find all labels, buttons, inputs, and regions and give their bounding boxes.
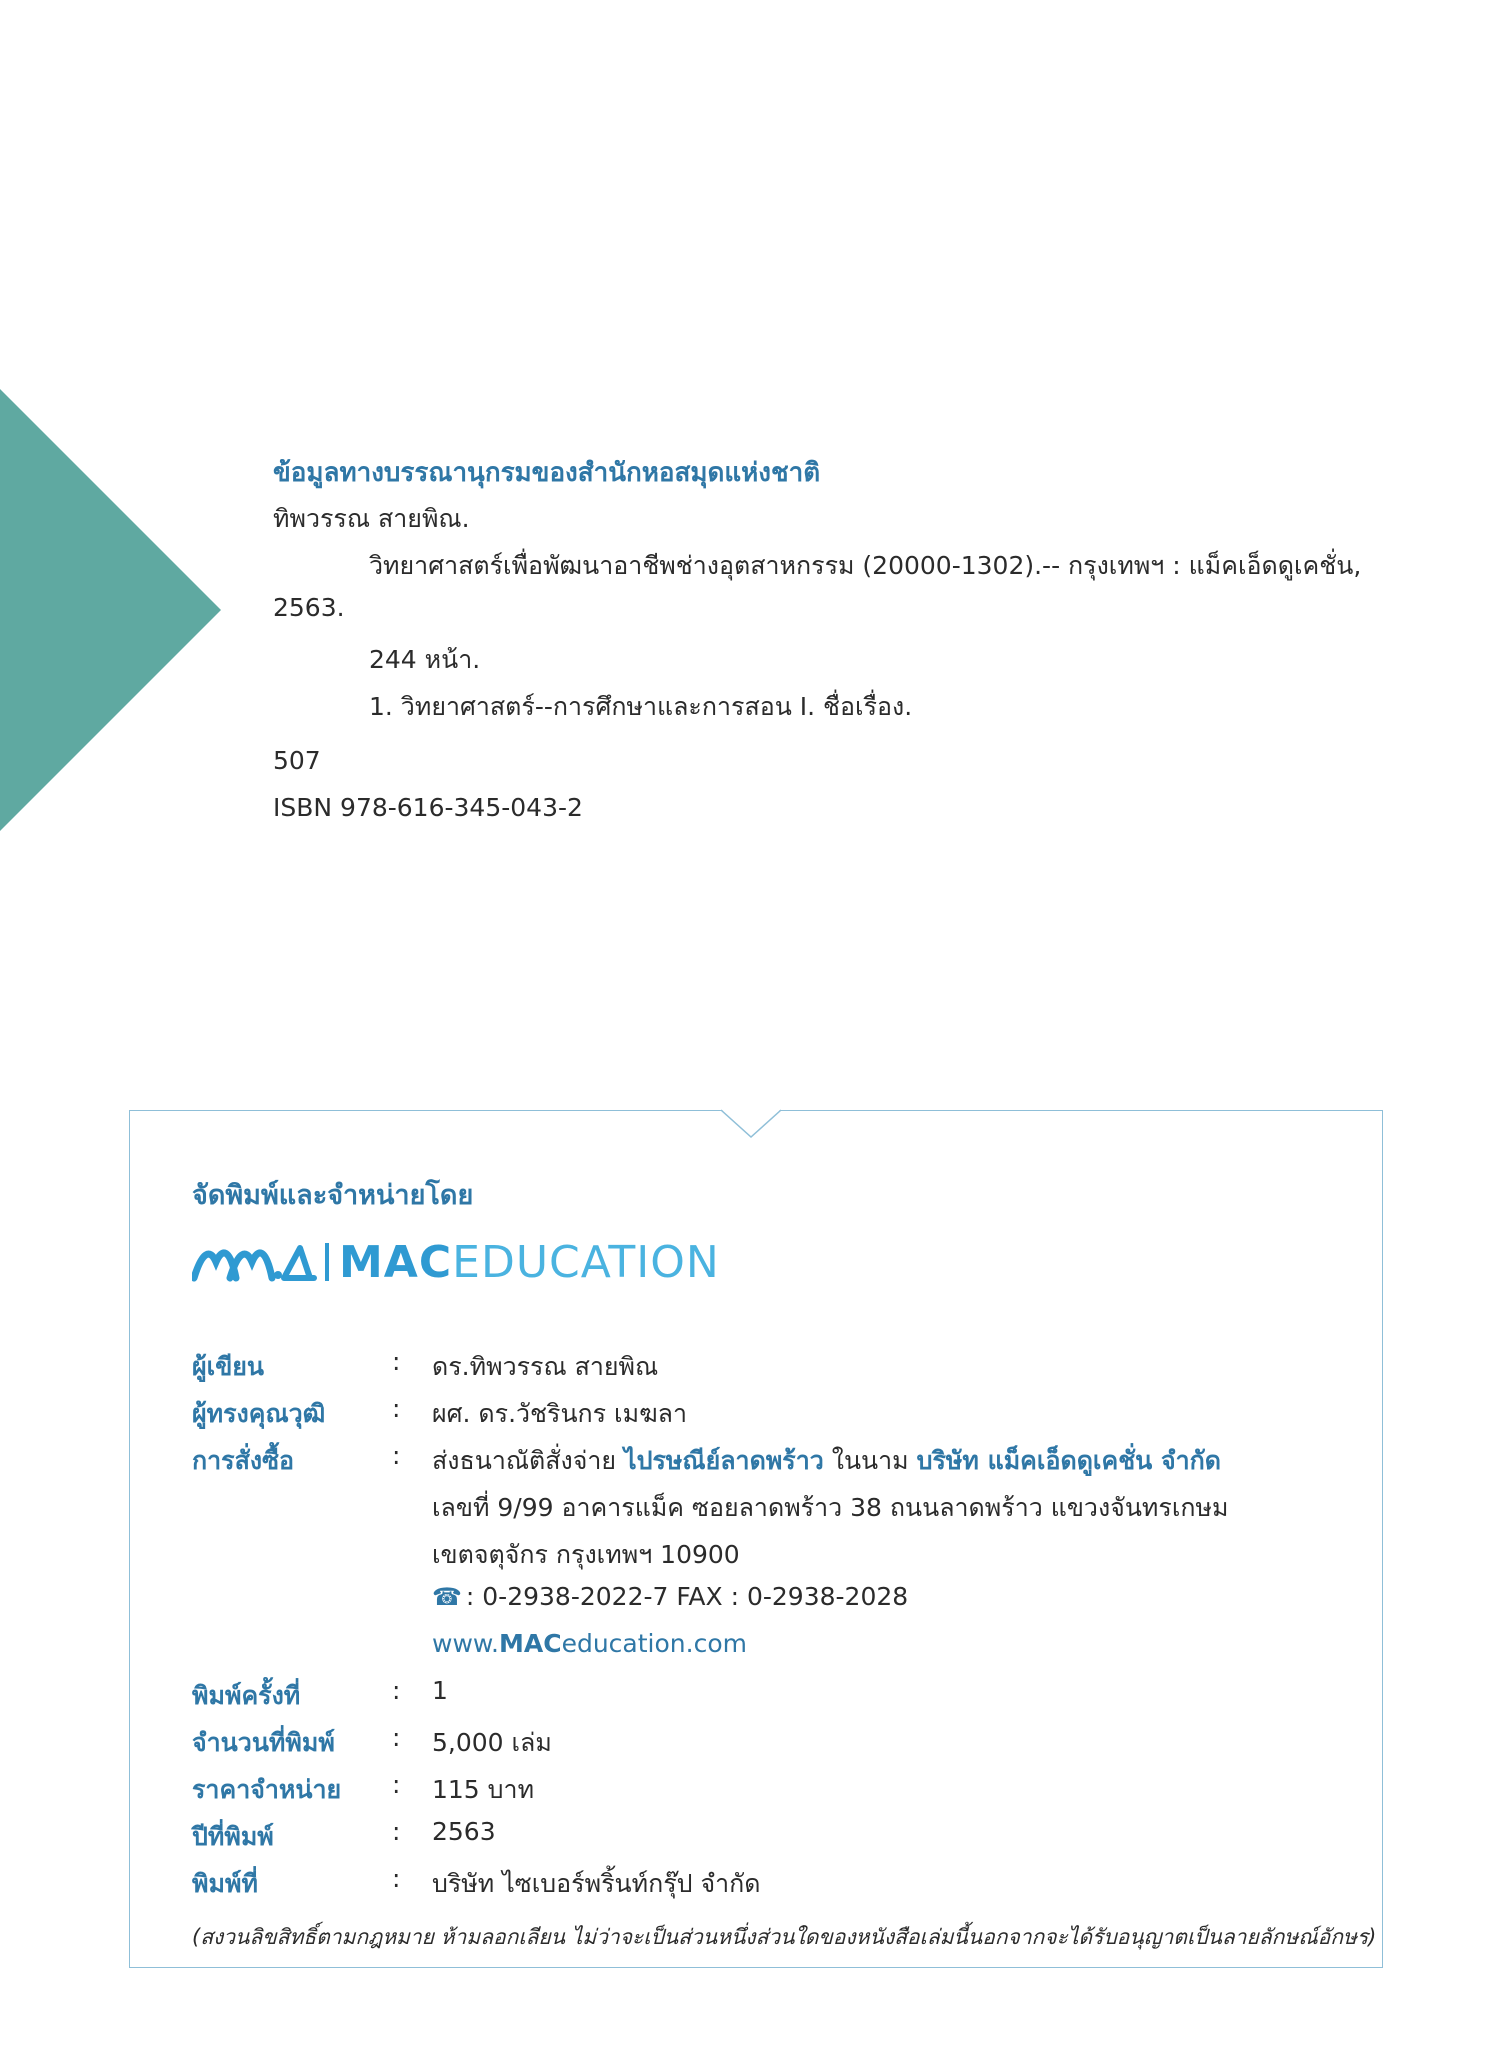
copyright-notice: (สงวนลิขสิทธิ์ตามกฎหมาย ห้ามลอกเลียน ไม่ว่าจะเป็นส่วนหนึ่งส่วนใดของหนังสือเล่มนี้นอกจากจะได้รับอนุญาตเป็นลายลักษณ์อักษร) <box>192 1925 1377 1949</box>
edition-label: พิมพ์ครั้งที่ <box>192 1681 301 1710</box>
catalog-year: 2563. <box>273 593 345 622</box>
colon: : <box>392 1817 401 1846</box>
price-value: 115 บาท <box>432 1775 535 1804</box>
order-company: บริษัท แม็คเอ็ดดูเคชั่น จำกัด <box>916 1446 1222 1475</box>
colon: : <box>392 1723 401 1752</box>
phone-text: : 0-2938-2022-7 FAX : 0-2938-2028 <box>465 1582 909 1611</box>
colon: : <box>392 1347 401 1376</box>
colon: : <box>392 1394 401 1423</box>
web-prefix: www. <box>432 1629 499 1658</box>
year-label: ปีที่พิมพ์ <box>192 1822 274 1851</box>
telephone-icon: ☎ <box>432 1583 462 1611</box>
logo-text-bold: MAC <box>339 1236 453 1288</box>
printer-label: พิมพ์ที่ <box>192 1869 258 1898</box>
mac-education-logo <box>192 1236 720 1288</box>
catalog-subject: 1. วิทยาศาสตร์--การศึกษาและการสอน I. ชื่อเรื่อง. <box>369 692 913 721</box>
decorative-teal-triangle <box>0 389 221 831</box>
publisher-heading: จัดพิมพ์และจำหน่ายโดย <box>192 1180 474 1211</box>
copies-value: 5,000 เล่ม <box>432 1728 552 1757</box>
address-line-1: เลขที่ 9/99 อาคารแม็ค ซอยลาดพร้าว 38 ถนนลาดพร้าว แขวงจันทรเกษม <box>432 1493 1229 1522</box>
catalog-pages: 244 หน้า. <box>369 645 481 674</box>
author-value: ดร.ทิพวรรณ สายพิณ <box>432 1352 659 1381</box>
copies-label: จำนวนที่พิมพ์ <box>192 1728 335 1757</box>
phone-value <box>432 1582 908 1611</box>
year-value: 2563 <box>432 1817 496 1846</box>
catalog-book-line: วิทยาศาสตร์เพื่อพัฒนาอาชีพช่างอุตสาหกรรม (20000-1302).-- กรุงเทพฯ : แม็คเอ็ดดูเคชั่น, <box>369 551 1362 580</box>
address-line-2: เขตจตุจักร กรุงเทพฯ 10900 <box>432 1540 740 1569</box>
reviewer-label: ผู้ทรงคุณวุฒิ <box>192 1399 326 1428</box>
logo-divider <box>325 1243 329 1281</box>
order-prefix: ส่งธนาณัติสั่งจ่าย <box>432 1446 625 1475</box>
order-value <box>432 1441 1221 1481</box>
box-notch <box>721 1109 781 1139</box>
logo-text <box>339 1237 720 1288</box>
colon: : <box>392 1770 401 1799</box>
catalog-isbn: ISBN 978-616-345-043-2 <box>273 793 583 822</box>
website-link[interactable] <box>432 1629 747 1658</box>
price-label: ราคาจำหน่าย <box>192 1775 342 1804</box>
order-label: การสั่งซื้อ <box>192 1446 295 1475</box>
order-mid: ในนาม <box>823 1446 917 1475</box>
catalog-title: ข้อมูลทางบรรณานุกรมของสำนักหอสมุดแห่งชาติ <box>273 458 821 488</box>
mac-logo-mark-icon <box>192 1242 317 1282</box>
edition-value: 1 <box>432 1676 448 1705</box>
colon: : <box>392 1864 401 1893</box>
reviewer-value: ผศ. ดร.วัชรินกร เมฆลา <box>432 1399 687 1428</box>
logo-text-thin: EDUCATION <box>452 1236 720 1288</box>
colon: : <box>392 1441 401 1470</box>
catalog-author: ทิพวรรณ สายพิณ. <box>273 504 470 533</box>
colon: : <box>392 1676 401 1705</box>
web-suffix: education.com <box>561 1629 747 1658</box>
author-label: ผู้เขียน <box>192 1352 265 1381</box>
web-bold: MAC <box>499 1629 562 1658</box>
catalog-class-number: 507 <box>273 746 321 775</box>
publisher-box <box>129 1110 1383 1968</box>
printer-value: บริษัท ไซเบอร์พริ้นท์กรุ๊ป จำกัด <box>432 1869 761 1898</box>
order-post-office: ไปรษณีย์ลาดพร้าว <box>624 1446 824 1475</box>
